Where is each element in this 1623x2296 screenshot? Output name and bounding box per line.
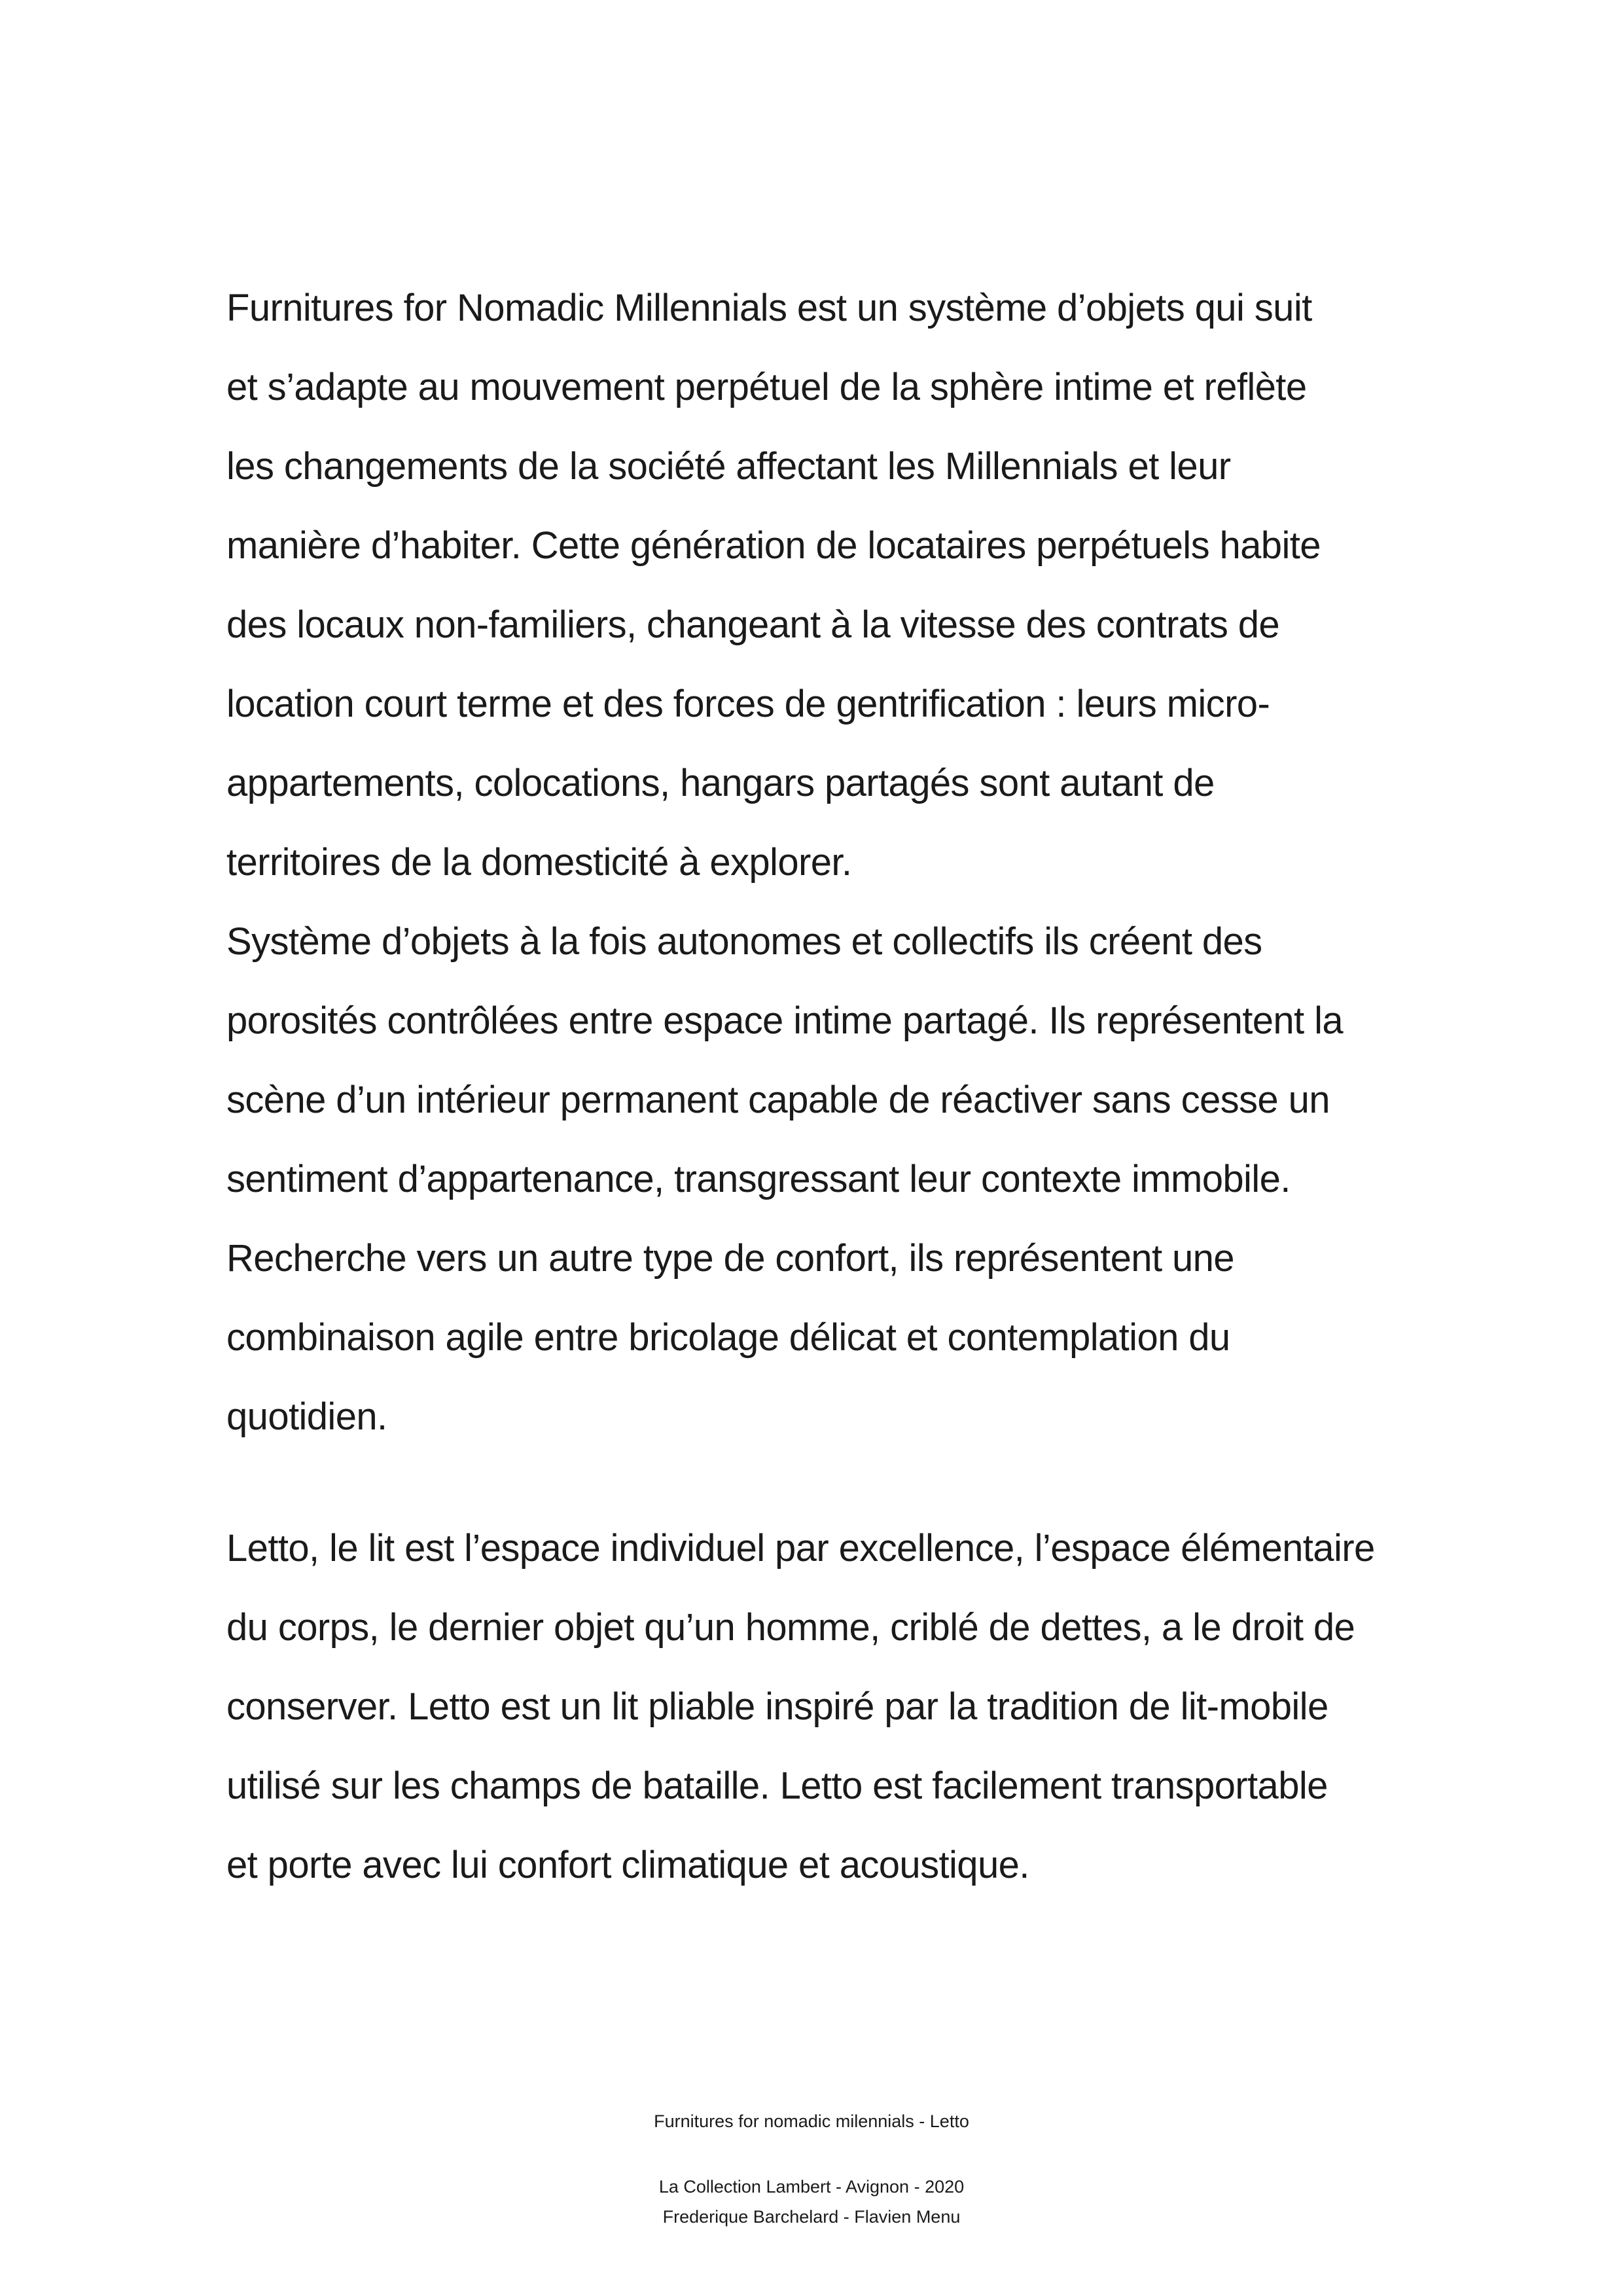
text-line: Furnitures for Nomadic Millennials est un système d’objets qui suit	[226, 287, 1312, 329]
text-line: et s’adapte au mouvement perpétuel de la sphère intime et reflète	[226, 366, 1307, 408]
footer-credits	[0, 2172, 1623, 2232]
footer-title-block	[0, 2106, 1623, 2136]
text-line: scène d’un intérieur permanent capable de réactiver sans cesse un	[226, 1079, 1330, 1121]
text-line: porosités contrôlées entre espace intime partagé. Ils représentent la	[226, 999, 1344, 1042]
text-line: appartements, colocations, hangars partagés sont autant de	[226, 762, 1215, 804]
footer-title: Furnitures for nomadic milennials - Letto	[654, 2111, 969, 2131]
text-line: conserver. Letto est un lit pliable inspiré par la tradition de lit-mobile	[226, 1685, 1329, 1728]
paragraph-letto	[226, 1509, 1509, 1905]
text-line: territoires de la domesticité à explorer.	[226, 841, 852, 884]
text-line: quotidien.	[226, 1395, 387, 1438]
text-line: sentiment d’appartenance, transgressant leur contexte immobile.	[226, 1158, 1291, 1200]
text-line: Letto, le lit est l’espace individuel par excellence, l’espace élémentaire	[226, 1527, 1375, 1570]
text-line: location court terme et des forces de gentrification : leurs micro-	[226, 683, 1270, 725]
text-line: utilisé sur les champs de bataille. Letto est facilement transportable	[226, 1765, 1328, 1807]
text-line: Système d’objets à la fois autonomes et collectifs ils créent des	[226, 920, 1262, 963]
text-line: manière d’habiter. Cette génération de locataires perpétuels habite	[226, 524, 1321, 567]
text-line: des locaux non-familiers, changeant à la vitesse des contrats de	[226, 603, 1280, 646]
text-line: du corps, le dernier objet qu’un homme, criblé de dettes, a le droit de	[226, 1606, 1355, 1649]
paragraph-intro	[226, 268, 1509, 1456]
text-line: les changements de la société affectant les Millennials et leur	[226, 445, 1231, 488]
text-line: combinaison agile entre bricolage délicat et contemplation du	[226, 1316, 1230, 1359]
text-line: et porte avec lui confort climatique et acoustique.	[226, 1844, 1029, 1886]
text-line: Recherche vers un autre type de confort, ils représentent une	[226, 1237, 1234, 1280]
footer-authors: Frederique Barchelard - Flavien Menu	[662, 2207, 961, 2227]
footer-venue: La Collection Lambert - Avignon - 2020	[658, 2177, 965, 2197]
